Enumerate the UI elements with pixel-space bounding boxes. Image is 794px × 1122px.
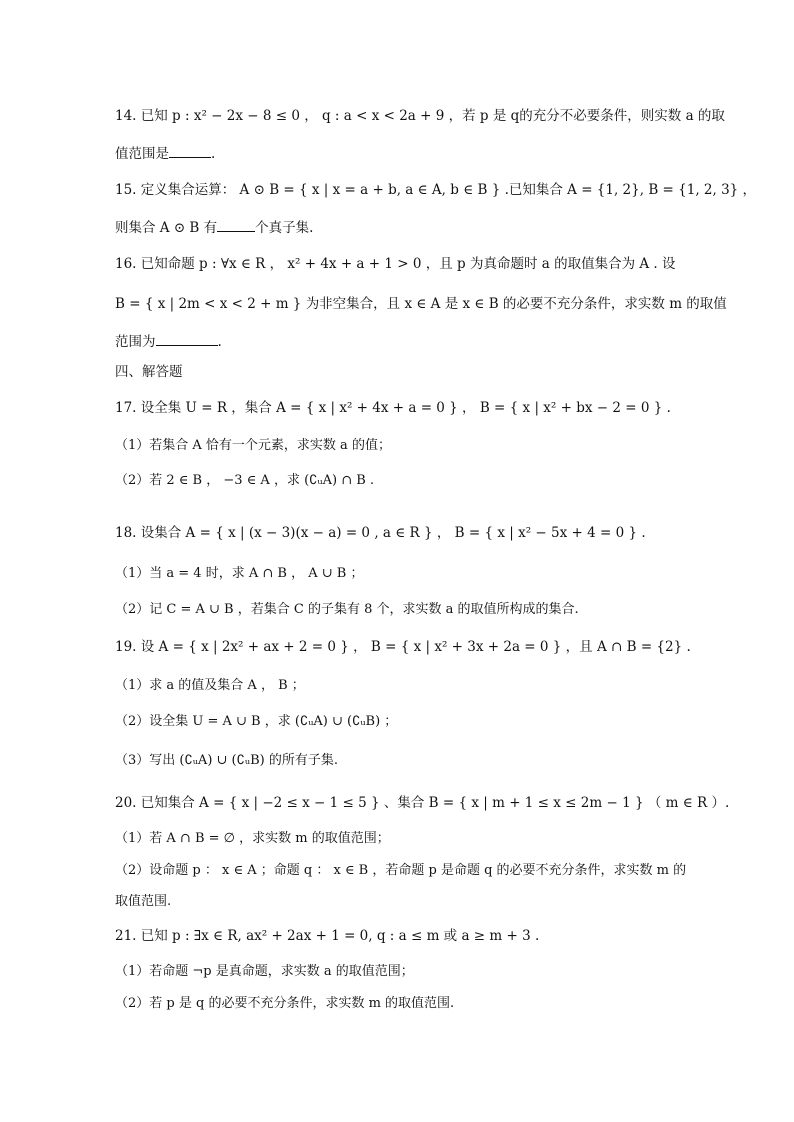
question-20-sub-2: （2）设命题 p ： x ∈ A ；命题 q ： x ∈ B ，若命题 p 是命题 q 的必要不充分条件，求实数 m 的: [115, 863, 687, 878]
question-19-sub-2: （2）设全集 U = A ∪ B ，求 (∁ᵤA) ∪ (∁ᵤB) ；: [115, 714, 398, 729]
question-21-line-1: 21. 已知 p : ∃x ∈ R, ax² + 2ax + 1 = 0, q : a ≤ m 或 a ≥ m + 3 .: [115, 928, 540, 944]
question-17-sub-1: （1）若集合 A 恰有一个元素，求实数 a 的值；: [115, 438, 391, 453]
question-19-sub-1: （1）求 a 的值及集合 A ， B ；: [115, 678, 305, 693]
question-20-sub-1: （1）若 A ∩ B = ∅ ，求实数 m 的取值范围；: [115, 831, 390, 846]
question-15-line-1: 15. 定义集合运算： A ⊙ B = { x | x = a + b, a ∈ A, b ∈ B } .已知集合 A = {1, 2}, B = {1, 2, 3} ，: [115, 182, 757, 198]
question-17-sub-2: （2）若 2 ∈ B ， −3 ∈ A ，求 (∁ᵤA) ∩ B .: [115, 473, 375, 488]
question-18-sub-2: （2）记 C = A ∪ B ，若集合 C 的子集有 8 个，求实数 a 的取值所构成的集合.: [115, 602, 579, 617]
question-18-line-1: 18. 设集合 A = { x | (x − 3)(x − a) = 0 , a ∈ R } ， B = { x | x² − 5x + 4 = 0 } .: [115, 525, 646, 541]
question-15-text-a: 则集合 A ⊙ B 有: [115, 220, 218, 236]
question-14-end: .: [211, 146, 216, 162]
answer-blank: [217, 217, 255, 232]
question-16-text: 范围为: [115, 334, 156, 350]
question-21-sub-2: （2）若 p 是 q 的必要不充分条件，求实数 m 的取值范围.: [115, 996, 455, 1011]
question-15-text-b: 个真子集.: [255, 220, 314, 236]
question-16-end: .: [217, 334, 222, 350]
question-16-line-3: [115, 331, 222, 352]
question-21-sub-1: （1）若命题 ¬p 是真命题，求实数 a 的取值范围；: [115, 964, 414, 979]
question-18-sub-1: （1）当 a = 4 时，求 A ∩ B ， A ∪ B ；: [115, 566, 364, 581]
question-14-text: 值范围是: [115, 146, 169, 162]
section-heading: 四、解答题: [115, 364, 183, 380]
question-15-line-2: [115, 217, 313, 238]
question-16-line-2: B = { x | 2m < x < 2 + m } 为非空集合，且 x ∈ A 是 x ∈ B 的必要不充分条件，求实数 m 的取值: [115, 296, 727, 312]
question-19-sub-3: （3）写出 (∁ᵤA) ∪ (∁ᵤB) 的所有子集.: [115, 753, 338, 768]
question-16-line-1: 16. 已知命题 p : ∀x ∈ R ， x² + 4x + a + 1 > 0 ，且 p 为真命题时 a 的取值集合为 A . 设: [115, 256, 676, 272]
question-20-sub-2-continued: 取值范围.: [115, 894, 172, 909]
question-14-line-2: [115, 143, 215, 164]
question-20-line-1: 20. 已知集合 A = { x | −2 ≤ x − 1 ≤ 5 } 、集合 B = { x | m + 1 ≤ x ≤ 2m − 1 } （ m ∈ R ）.: [115, 795, 730, 811]
answer-blank: [156, 331, 218, 346]
question-17-line-1: 17. 设全集 U = R ，集合 A = { x | x² + 4x + a = 0 } ， B = { x | x² + bx − 2 = 0 } .: [115, 400, 671, 416]
question-14-line-1: 14. 已知 p : x² − 2x − 8 ≤ 0 ， q : a < x < 2a + 9 ，若 p 是 q的充分不必要条件，则实数 a 的取: [115, 108, 725, 124]
answer-blank: [169, 143, 211, 158]
question-19-line-1: 19. 设 A = { x | 2x² + ax + 2 = 0 } ， B = { x | x² + 3x + 2a = 0 } ，且 A ∩ B = {2} .: [115, 639, 691, 655]
